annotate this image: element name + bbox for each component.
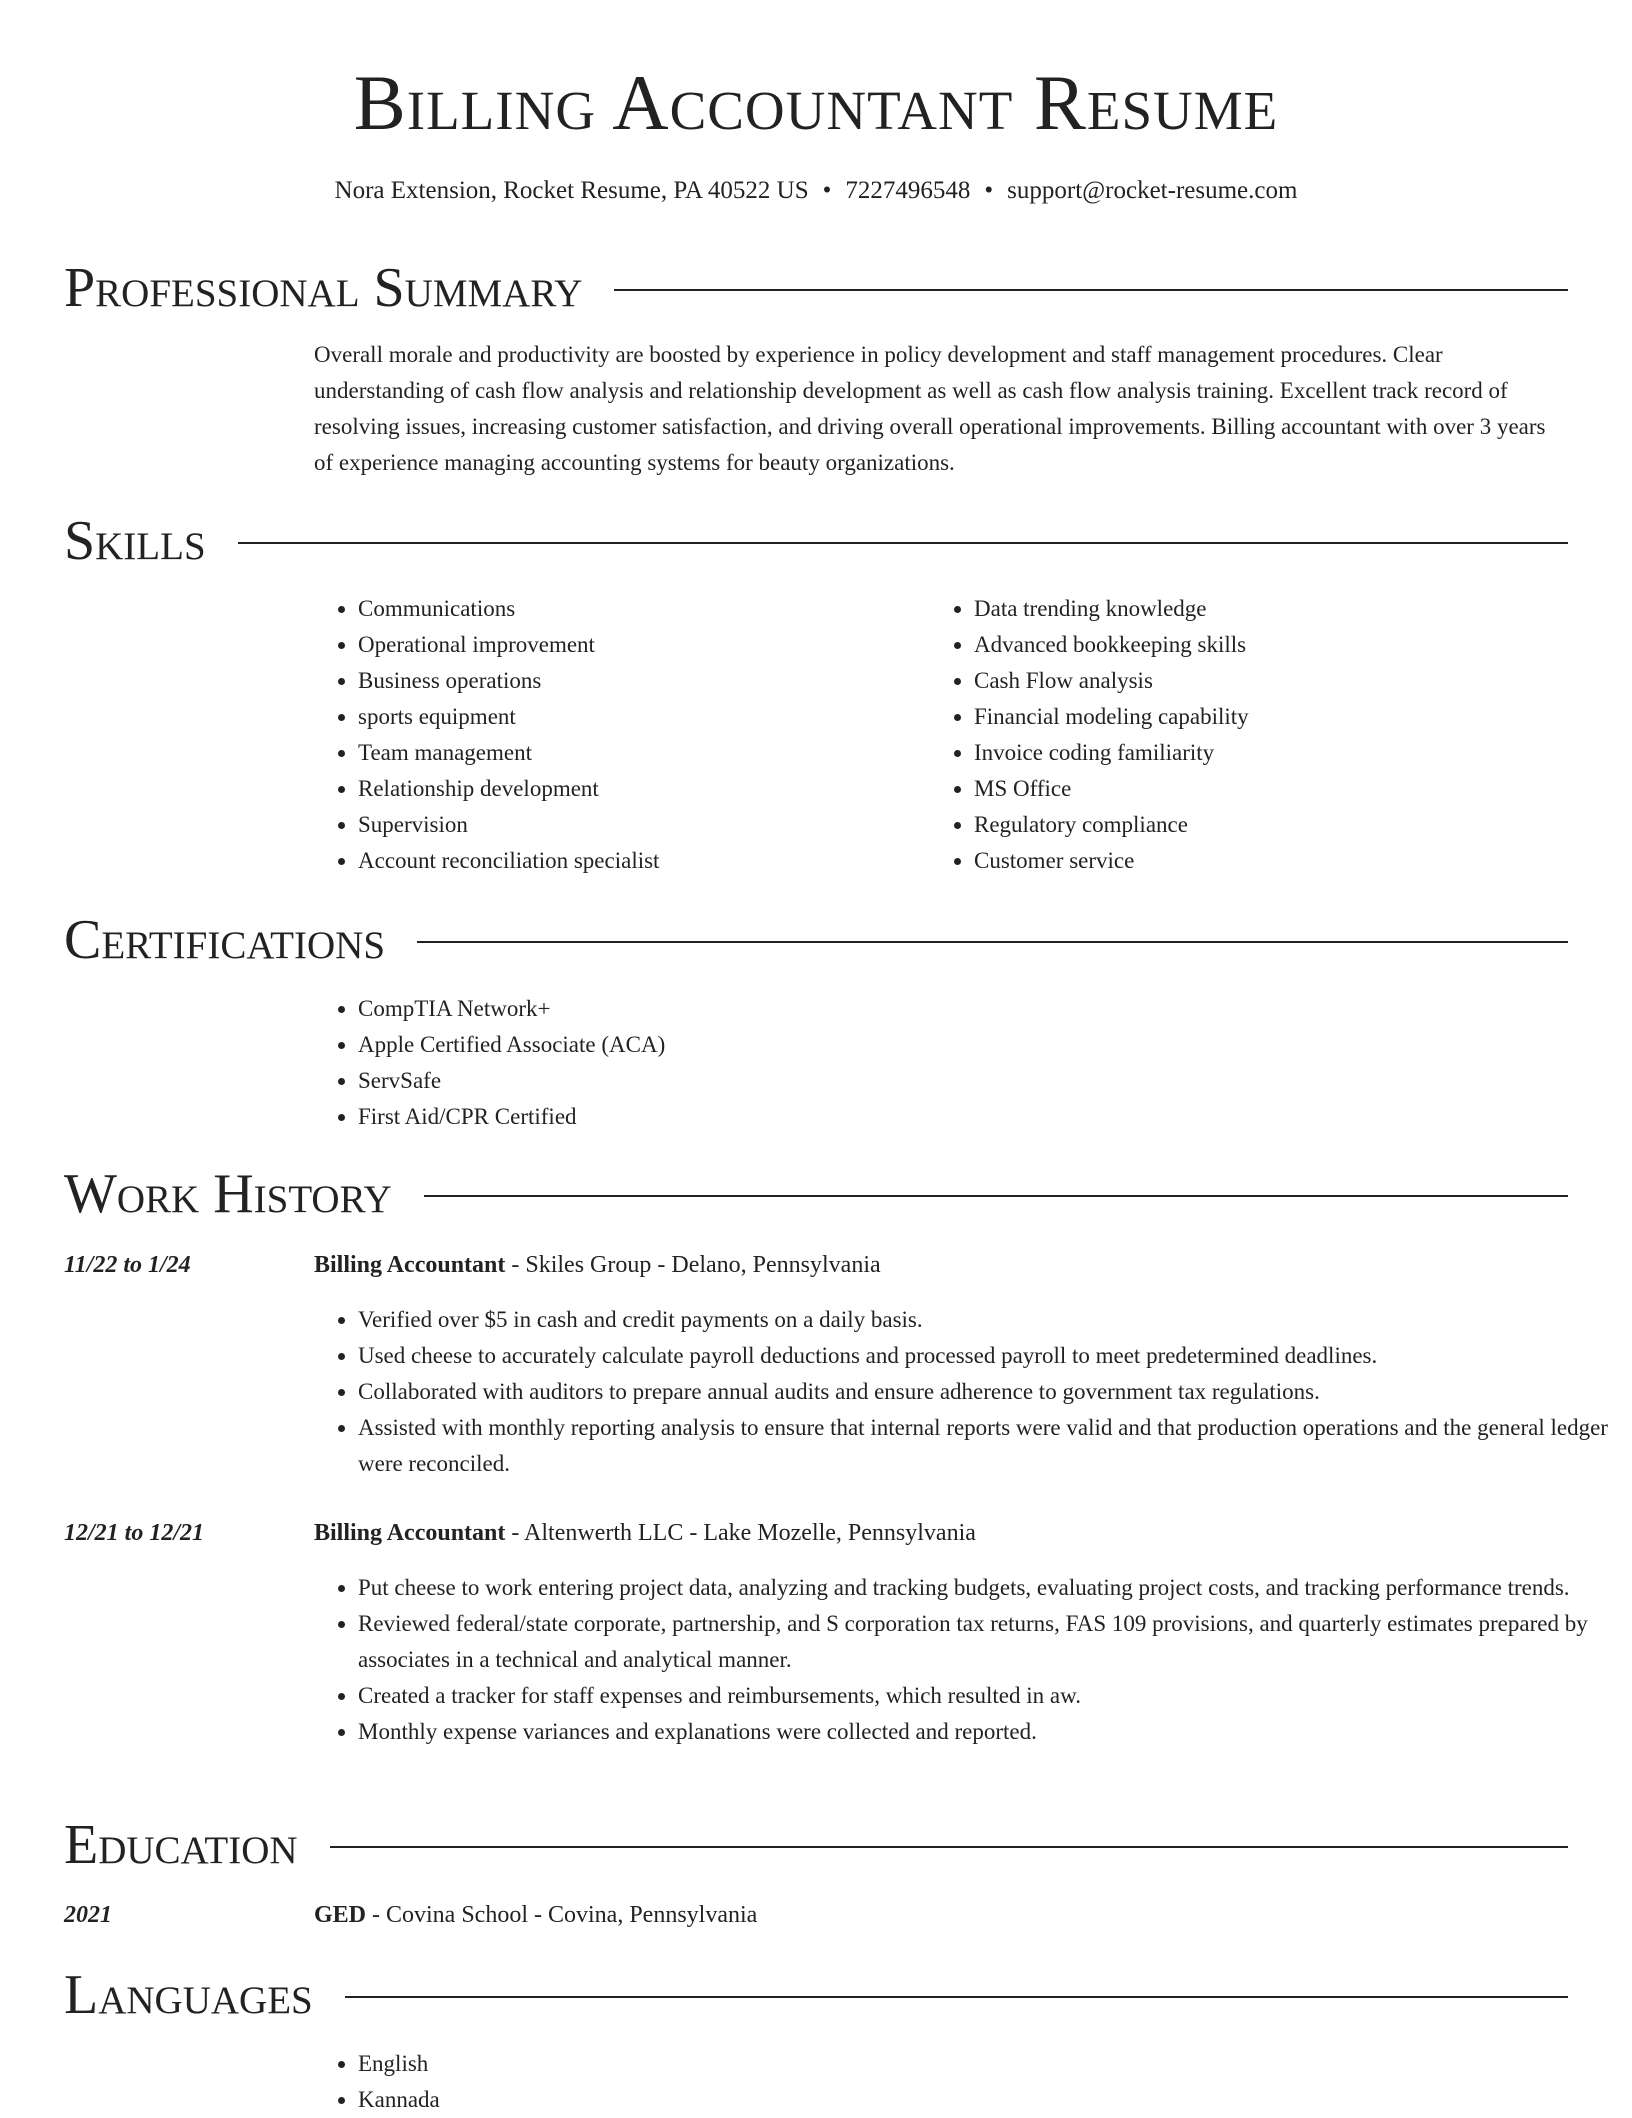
section-divider	[424, 1195, 1568, 1197]
skill-item: • Relationship development	[358, 771, 918, 807]
section-title-work: Work History	[64, 1163, 392, 1225]
job-bullet: • Collaborated with auditors to prepare annual audits and ensure adherence to government tax regulations.	[358, 1374, 1612, 1410]
section-languages-header	[64, 1963, 1568, 2027]
section-title-summary: Professional Summary	[64, 257, 583, 319]
section-divider	[330, 1846, 1568, 1848]
section-title-certifications: Certifications	[64, 909, 386, 971]
skill-item: • Financial modeling capability	[974, 699, 1574, 735]
job-title: Billing Accountant	[314, 1252, 506, 1278]
job-bullet: • Monthly expense variances and explanations were collected and reported.	[358, 1714, 1612, 1750]
contact-separator: •	[822, 177, 832, 204]
certification-item: • ServSafe	[358, 1063, 1358, 1099]
skill-item: • Cash Flow analysis	[974, 663, 1574, 699]
section-summary-header	[64, 256, 1568, 320]
section-divider	[238, 542, 1568, 544]
skills-list-right	[930, 591, 1574, 879]
job-details: - Skiles Group - Delano, Pennsylvania	[505, 1252, 881, 1278]
skill-item: • Team management	[358, 735, 918, 771]
skill-item: • Supervision	[358, 807, 918, 843]
job-details: - Altenwerth LLC - Lake Mozelle, Pennsylvania	[505, 1520, 976, 1546]
section-title-education: Education	[64, 1814, 298, 1876]
section-work-header	[64, 1162, 1568, 1226]
skill-item: • MS Office	[974, 771, 1574, 807]
job-heading	[314, 1515, 976, 1551]
education-year: 2021	[64, 1902, 112, 1928]
education-degree: GED	[314, 1902, 367, 1928]
contact-address: Nora Extension, Rocket Resume, PA 40522 US	[334, 177, 809, 204]
skill-item: • Regulatory compliance	[974, 807, 1574, 843]
job-dates: 11/22 to 1/24	[64, 1252, 191, 1278]
section-skills-header	[64, 509, 1568, 573]
section-education-header	[64, 1813, 1568, 1877]
language-item: • Kannada	[358, 2082, 1358, 2118]
job-dates: 12/21 to 12/21	[64, 1520, 205, 1546]
section-divider	[417, 941, 1568, 943]
job-bullet: • Assisted with monthly reporting analysis to ensure that internal reports were valid and that production operations and the general ledger were reconciled.	[358, 1410, 1612, 1482]
job-bullets	[314, 1302, 1612, 1482]
contact-separator: •	[984, 177, 994, 204]
job-bullets	[314, 1570, 1612, 1750]
job-bullet: • Verified over $5 in cash and credit payments on a daily basis.	[358, 1302, 1612, 1338]
job-title: Billing Accountant	[314, 1520, 506, 1546]
job-bullet: • Reviewed federal/state corporate, partnership, and S corporation tax returns, FAS 109 provisions, and quarterly estimates prepared by associates in a technical and analytical manner.	[358, 1606, 1612, 1678]
job-bullet: • Used cheese to accurately calculate payroll deductions and processed payroll to meet predetermined deadlines.	[358, 1338, 1612, 1374]
contact-phone: 7227496548	[845, 177, 971, 204]
job-bullet: • Created a tracker for staff expenses and reimbursements, which resulted in aw.	[358, 1678, 1612, 1714]
contact-email: support@rocket-resume.com	[1007, 177, 1298, 204]
certification-item: • Apple Certified Associate (ACA)	[358, 1027, 1358, 1063]
section-divider	[345, 1996, 1568, 1998]
skill-item: • Customer service	[974, 843, 1574, 879]
resume-title: Billing Accountant Resume	[353, 59, 1279, 146]
section-certifications-header	[64, 908, 1568, 972]
job-heading	[314, 1247, 881, 1283]
education-heading	[314, 1897, 757, 1933]
summary-text: Overall morale and productivity are boosted by experience in policy development and staff management procedures. Clear understanding of cash flow analysis and relationship development as well as cash flow analysis training. Excellent track record of resolving issues, increasing customer satisfaction, and driving overall operational improvements. Billing accountant with over 3 years of experience managing accounting systems for beauty organizations.	[314, 342, 1546, 475]
skills-list-left	[314, 591, 918, 879]
certification-item: • CompTIA Network+	[358, 991, 1358, 1027]
section-title-skills: Skills	[64, 510, 206, 572]
languages-list	[314, 2046, 1358, 2118]
contact-line	[64, 173, 1568, 209]
language-item: • English	[358, 2046, 1358, 2082]
job-bullet: • Put cheese to work entering project data, analyzing and tracking budgets, evaluating project costs, and tracking performance trends.	[358, 1570, 1612, 1606]
skill-item: • Operational improvement	[358, 627, 918, 663]
skill-item: • Business operations	[358, 663, 918, 699]
skill-item: • Account reconciliation specialist	[358, 843, 918, 879]
section-divider	[614, 289, 1568, 291]
skill-item: • sports equipment	[358, 699, 918, 735]
section-title-languages: Languages	[64, 1964, 313, 2026]
skill-item: • Invoice coding familiarity	[974, 735, 1574, 771]
certification-item: • First Aid/CPR Certified	[358, 1099, 1358, 1135]
certifications-list	[314, 991, 1358, 1135]
skill-item: • Advanced bookkeeping skills	[974, 627, 1574, 663]
skill-item: • Data trending knowledge	[974, 591, 1574, 627]
education-details: - Covina School - Covina, Pennsylvania	[366, 1902, 758, 1928]
skill-item: • Communications	[358, 591, 918, 627]
